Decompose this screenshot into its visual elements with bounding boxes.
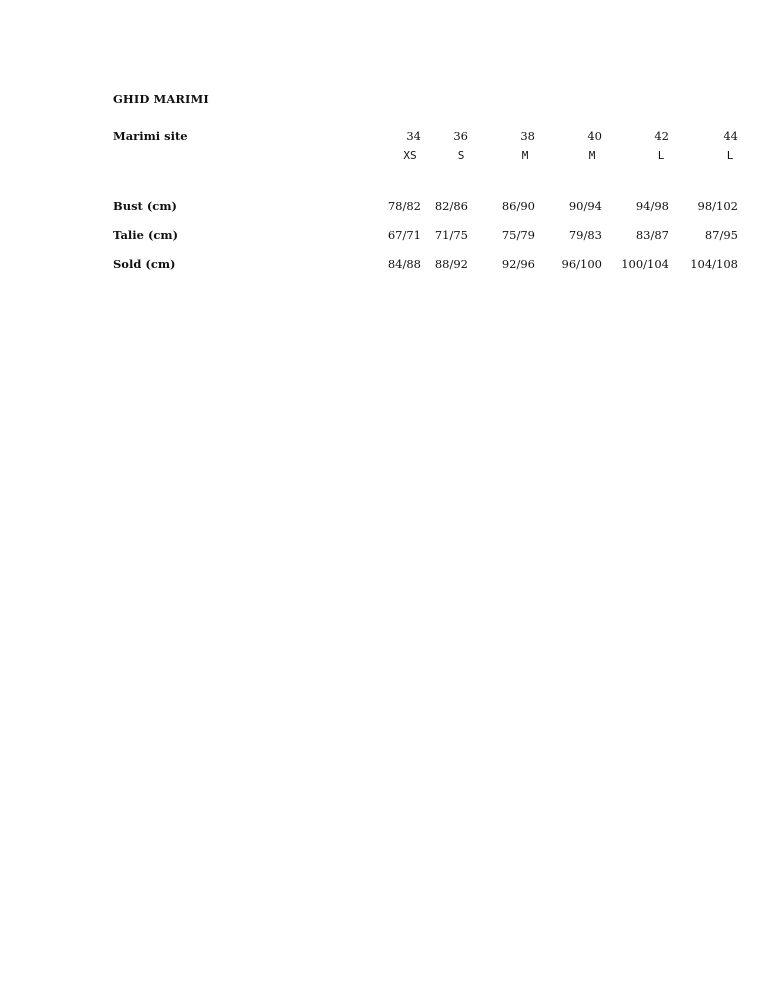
hip-value-44: 104/108 bbox=[690, 257, 738, 271]
size-letter-xs: XS bbox=[403, 149, 417, 162]
bust-value-44: 98/102 bbox=[697, 199, 738, 213]
waist-value-42: 83/87 bbox=[635, 228, 669, 242]
size-number-42: 42 bbox=[654, 129, 669, 143]
bust-value-42: 94/98 bbox=[635, 199, 669, 213]
bust-value-38: 86/90 bbox=[501, 199, 535, 213]
size-letter-s: S bbox=[457, 149, 465, 162]
waist-value-36: 71/75 bbox=[434, 228, 468, 242]
size-number-40: 40 bbox=[587, 129, 602, 143]
hip-row-label: Sold (cm) bbox=[113, 257, 176, 271]
size-letter-l-44: L bbox=[726, 149, 734, 162]
size-number-34: 34 bbox=[406, 129, 421, 143]
size-number-36: 36 bbox=[453, 129, 468, 143]
size-letter-l-42: L bbox=[657, 149, 665, 162]
bust-row-label: Bust (cm) bbox=[113, 199, 177, 213]
waist-row-label: Talie (cm) bbox=[113, 228, 179, 242]
page-title: GHID MARIMI bbox=[113, 92, 209, 106]
waist-value-38: 75/79 bbox=[501, 228, 535, 242]
waist-value-34: 67/71 bbox=[387, 228, 421, 242]
size-letter-m-40: M bbox=[588, 149, 596, 162]
hip-value-38: 92/96 bbox=[501, 257, 535, 271]
waist-value-40: 79/83 bbox=[568, 228, 602, 242]
hip-value-36: 88/92 bbox=[434, 257, 468, 271]
hip-value-40: 96/100 bbox=[561, 257, 602, 271]
waist-value-44: 87/95 bbox=[704, 228, 738, 242]
bust-value-34: 78/82 bbox=[387, 199, 421, 213]
size-number-44: 44 bbox=[723, 129, 738, 143]
hip-value-42: 100/104 bbox=[621, 257, 669, 271]
sizes-row-label: Marimi site bbox=[113, 129, 188, 143]
bust-value-40: 90/94 bbox=[568, 199, 602, 213]
size-letter-m-38: M bbox=[521, 149, 529, 162]
hip-value-34: 84/88 bbox=[387, 257, 421, 271]
size-number-38: 38 bbox=[520, 129, 535, 143]
bust-value-36: 82/86 bbox=[434, 199, 468, 213]
